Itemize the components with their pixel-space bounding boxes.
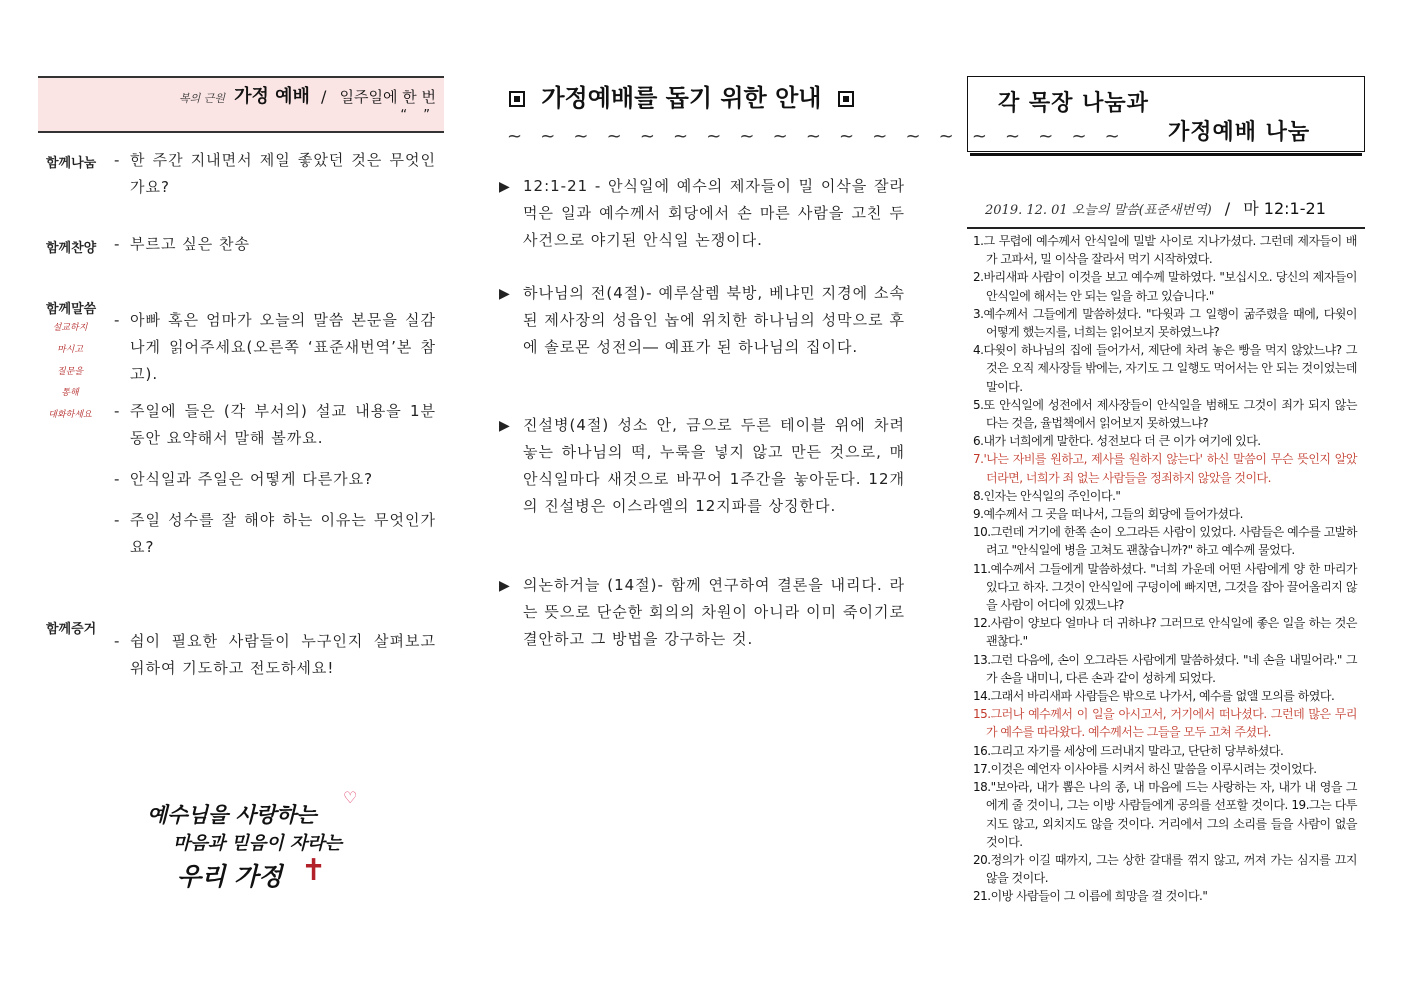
item-dash: - [114, 235, 121, 253]
calligraphy-logo [143, 785, 393, 900]
box-title-line-1: 각 목장 나눔과 [998, 91, 1149, 116]
arrow-right-icon: ▶ [499, 578, 511, 594]
verse-18: 18."보아라, 내가 뽑은 나의 종, 내 마음에 드는 사랑하는 자, 내가 내 영을 그에게 줄 것이니, 그는 이방 사람들에게 공의를 선포할 것이다. 19.그는 다투지도 않고, 외치지도 않을 것이다. 거리에서 그의 소리를 들을 사람이 없을 것이다. [973, 780, 1357, 849]
side-note-4: 통해 [61, 388, 79, 398]
verse-15: 15.그러나 예수께서 이 일을 아시고서, 거기에서 떠나셨다. 그런데 많은 무리가 예수를 따라왔다. 예수께서는 그들을 모두 고쳐 주셨다. [973, 707, 1357, 740]
verse-8: 8.인자는 안식일의 주인이다." [973, 488, 1121, 503]
verse-20: 20.정의가 이길 때까지, 그는 상한 갈대를 꺾지 않고, 꺼져 가는 심지를 끄지 않을 것이다. [973, 852, 1357, 886]
family-worship-banner [38, 76, 444, 133]
verse-9: 9.예수께서 그 곳을 떠나서, 그들의 회당에 들어가셨다. [973, 507, 1243, 522]
verse-3: 3.예수께서 그들에게 말씀하셨다. "다윗과 그 일행이 굶주렸을 때에, 다윗이 어떻게 했는지를, 너희는 읽어보지 못하였느냐? [973, 306, 1357, 340]
verse-7: 7.'나는 자비를 원하고, 제사를 원하지 않는다' 하신 말씀이 무슨 뜻인지 알았더라면, 너희가 죄 없는 사람들을 정죄하지 않았을 것이다. [973, 452, 1357, 485]
guide-item-1 [499, 173, 905, 254]
square-dot-icon [838, 91, 854, 107]
verse-16: 16.그리고 자기를 세상에 드러내지 말라고, 단단히 당부하셨다. [973, 743, 1284, 758]
square-dot-icon [509, 91, 525, 107]
verse-list [973, 232, 1357, 906]
section-label-praise: 함께찬양 [46, 241, 97, 256]
verse-6: 6.내가 너희에게 말한다. 성전보다 더 큰 이가 여기에 있다. [973, 434, 1261, 449]
verse-11: 11.예수께서 그들에게 말씀하셨다. "너희 가운데 어떤 사람에게 양 한 마리가 있다고 하자. 그것이 안식일에 구덩이에 빠지면, 그것을 잡아 끌어올리지 않을 사람이 어디에 있겠느냐? [973, 561, 1357, 613]
section-label-word: 함께말씀 [46, 302, 97, 317]
verse-1: 1.그 무렵에 예수께서 안식일에 밀밭 사이로 지나가셨다. 그런데 제자들이 배가 고파서, 밀 이삭을 잘라서 먹기 시작하였다. [973, 234, 1357, 267]
sharing-item-text: 한 주간 지내면서 제일 좋았던 것은 무엇인가요? [130, 151, 436, 196]
item-dash: - [114, 151, 121, 169]
logo-line-1: 예수님을 사랑하는 [147, 802, 317, 827]
verse-14: 14.그래서 바리새파 사람들은 밖으로 나가서, 예수를 없앨 모의를 하였다. [973, 689, 1335, 704]
scripture-header [985, 196, 1326, 219]
word-item-3-text: 안식일과 주일은 어떻게 다른가요? [130, 470, 374, 488]
banner-title: 가정 예배 [234, 86, 310, 107]
scripture-date: 2019. 12. 01 오늘의 말씀(표준새번역) [985, 203, 1212, 218]
word-item-1 [114, 307, 436, 388]
side-note-3: 질문을 [56, 367, 84, 377]
sharing-item [114, 147, 436, 201]
verse-12: 12.사람이 양보다 얼마나 더 귀하냐? 그러므로 안식일에 좋은 일을 하는 것은 괜찮다." [973, 616, 1357, 649]
witness-item [114, 628, 436, 682]
divider [967, 227, 1365, 229]
guide-title-text: 가정예배를 돕기 위한 안내 [541, 84, 822, 112]
word-item-2-text: 주일에 들은 (각 부서의) 설교 내용을 1분 동안 요약해서 말해 볼까요. [130, 402, 436, 447]
verse-13: 13.그런 다음에, 손이 오그라든 사람에게 말씀하셨다. "네 손을 내밀어라." 그가 손을 내미니, 다른 손과 같이 성하게 되었다. [973, 652, 1357, 685]
word-item-1-text: 아빠 혹은 엄마가 오늘의 말씀 본문을 실감나게 읽어주세요(오른쪽 ‘표준새번역’본 참고). [130, 311, 436, 383]
side-note-1: 설교하지 [52, 323, 88, 333]
side-note-5: 대화하세요 [48, 410, 92, 420]
item-dash: - [114, 632, 121, 650]
word-item-3 [114, 466, 436, 493]
item-dash: - [114, 402, 121, 420]
banner-frequency: 일주일에 한 번 [339, 88, 436, 106]
verse-17: 17.이것은 예언자 이사야를 시켜서 하신 말씀을 이루시려는 것이었다. [973, 761, 1317, 776]
guide-item-2 [499, 280, 905, 361]
guide-item-4 [499, 572, 905, 653]
cross-icon: ✝ [301, 853, 327, 888]
word-item-4 [114, 507, 436, 561]
box-title-line-2: 가정예배 나눔 [1168, 120, 1311, 145]
praise-item [114, 231, 436, 258]
item-dash: - [114, 470, 121, 488]
verse-2: 2.바리새파 사람이 이것을 보고 예수께 말하였다. "보십시오. 당신의 제자들이 안식일에 해서는 안 되는 일을 하고 있습니다." [973, 270, 1357, 303]
verse-21: 21.이방 사람들이 그 이름에 희망을 걸 것이다." [973, 889, 1208, 904]
scripture-slash: / [1224, 199, 1231, 218]
guide-item-1-text: 12:1-21 - 안식일에 예수의 제자들이 밀 이삭을 잘라먹은 일과 예수께서 회당에서 손 마른 사람을 고친 두 사건으로 야기된 안식일 논쟁이다. [523, 177, 905, 249]
banner-slash: / [321, 87, 327, 106]
verse-5: 5.또 안식일에 성전에서 제사장들이 안식일을 범해도 그것이 죄가 되지 않는다는 것을, 율법책에서 읽어보지 못하였느냐? [973, 397, 1357, 431]
verse-10: 10.그런데 거기에 한쪽 손이 오그라든 사람이 있었다. 사람들은 예수를 고발하려고 "안식일에 병을 고쳐도 괜찮습니까?" 하고 예수께 물었다. [973, 525, 1357, 558]
guide-title [509, 78, 854, 113]
logo-line-2: 마음과 믿음이 자라는 [173, 833, 343, 854]
item-dash: - [114, 311, 121, 329]
section-label-sharing: 함께나눔 [46, 156, 97, 171]
section-label-witness: 함께증거 [46, 622, 97, 637]
side-note-2: 마시고 [56, 345, 84, 355]
sharing-title-box [967, 76, 1365, 152]
arrow-right-icon: ▶ [499, 179, 511, 195]
arrow-right-icon: ▶ [499, 418, 511, 434]
heart-icon: ♡ [343, 788, 358, 807]
guide-item-2-text: 하나님의 전(4절)- 예루살렘 북방, 베냐민 지경에 소속된 제사장의 성읍인 놉에 위치한 하나님의 성막으로 후에 솔로몬 성전의― 예표가 된 하나님의 집이다. [523, 284, 905, 356]
banner-quotes: “ ” [400, 108, 436, 123]
praise-item-text: 부르고 싶은 찬송 [130, 235, 250, 253]
verse-4: 4.다윗이 하나님의 집에 들어가서, 제단에 차려 놓은 빵을 먹지 않았느냐? 그것은 오직 제사장들 밖에는, 자기도 그 일행도 먹어서는 안 되는 것이었는데 말이다. [973, 343, 1357, 394]
guide-item-3 [499, 412, 905, 520]
word-item-2 [114, 398, 436, 452]
guide-item-3-text: 진설병(4절) 성소 안, 금으로 두른 테이블 위에 차려 놓는 하나님의 떡, 누룩을 넣지 않고 만든 것으로, 매 안식일마다 새것으로 바꾸어 1주간을 놓아둔다. 12개의 진설병은 이스라엘의 12지파를 상징한다. [523, 416, 905, 515]
scripture-reference: 마 12:1-21 [1243, 199, 1326, 218]
banner-subtitle: 복의 근원 [179, 92, 226, 105]
item-dash: - [114, 511, 121, 529]
word-item-4-text: 주일 성수를 잘 해야 하는 이유는 무엇인가요? [130, 511, 436, 556]
guide-item-4-text: 의논하거늘 (14절)- 함께 연구하여 결론을 내리다. 라는 뜻으로 단순한 회의의 차원이 아니라 이미 죽이기로 결안하고 그 방법을 강구하는 것. [523, 576, 905, 648]
witness-item-text: 쉼이 필요한 사람들이 누구인지 살펴보고 위하여 기도하고 전도하세요! [130, 632, 436, 677]
tilde-divider: ~ ~ ~ ~ ~ ~ ~ ~ ~ ~ ~ ~ ~ ~ ~ ~ ~ ~ ~ [507, 126, 1126, 147]
arrow-right-icon: ▶ [499, 286, 511, 302]
logo-line-3: 우리 가정 [177, 862, 283, 891]
